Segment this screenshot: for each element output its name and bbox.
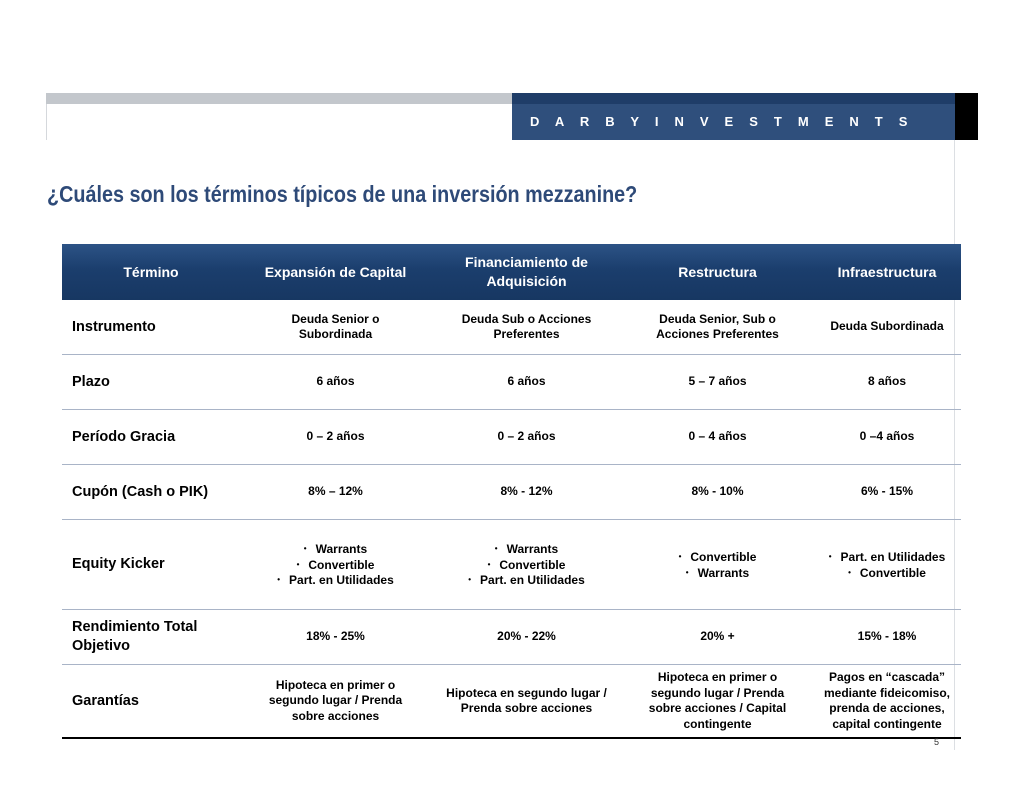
list-item: • Convertible	[487, 557, 566, 572]
bullet-icon: •	[277, 575, 281, 585]
list-item: • Warrants	[685, 565, 750, 580]
table-cell: 6 años	[507, 374, 546, 389]
table-cell: 0 – 4 años	[688, 429, 747, 444]
table-cell: 0 – 2 años	[497, 429, 556, 444]
table-cell: 6 años	[316, 374, 355, 389]
table-cell: Hipoteca en primer o segundo lugar / Prenda sobre acciones	[268, 677, 403, 723]
table-cell: 15% - 18%	[857, 629, 917, 644]
table-cell: Deuda Subordinada	[830, 319, 944, 334]
bullet-icon: •	[848, 567, 851, 577]
table-cell: 8% - 10%	[691, 484, 744, 499]
column-header: Restructura	[678, 263, 757, 280]
header-band-gray	[46, 93, 512, 104]
row-label: Equity Kicker	[72, 556, 165, 572]
table-cell: Deuda Senior o Subordinada	[291, 311, 380, 341]
table-cell: Deuda Sub o Acciones Preferentes	[461, 311, 592, 341]
row-label: Rendimiento Total Objetivo	[72, 619, 198, 654]
list-item: • Convertible	[678, 550, 757, 564]
bullet-icon: •	[685, 567, 689, 577]
header-band-blue-top	[512, 93, 955, 104]
list-item: • Part. en Utilidades	[277, 573, 394, 588]
list-item: • Warrants	[494, 542, 559, 557]
equity-kicker-list	[431, 520, 622, 609]
row-label: Garantías	[72, 692, 139, 709]
bullet-icon: •	[303, 544, 307, 554]
page-number: 5	[934, 737, 940, 747]
table-row	[62, 300, 961, 355]
terms-table	[62, 244, 961, 739]
list-item: • Convertible	[848, 565, 926, 580]
bullet-icon: •	[296, 559, 300, 569]
equity-kicker-list	[240, 520, 431, 609]
table-cell: 18% - 25%	[306, 629, 365, 644]
table-header	[62, 244, 961, 300]
table-cell: 6% - 15%	[860, 484, 914, 499]
column-header: Expansión de Capital	[264, 263, 407, 280]
header-band-edge	[46, 104, 47, 140]
bullet-icon: •	[828, 552, 832, 561]
row-label: Plazo	[72, 373, 110, 390]
column-header: Infraestructura	[837, 263, 937, 280]
table-cell: 8% - 12%	[500, 484, 553, 499]
slide-title: ¿Cuáles son los términos típicos de una inversión mezzanine?	[47, 181, 638, 207]
table-cell: 8 años	[867, 374, 906, 389]
column-header: Financiamiento de Adquisición	[465, 254, 588, 289]
bullet-icon: •	[487, 559, 491, 569]
equity-kicker-list	[622, 520, 813, 609]
header-band-black	[955, 93, 978, 140]
list-item: • Warrants	[303, 542, 368, 557]
table-row	[62, 610, 961, 665]
table-cell: 8% – 12%	[308, 484, 363, 499]
table-cell: Deuda Senior, Sub o Acciones Preferentes	[656, 311, 779, 341]
list-item: • Part. en Utilidades	[828, 550, 946, 564]
table-row	[62, 465, 961, 520]
column-header: Término	[123, 263, 179, 280]
bullet-icon: •	[468, 575, 472, 585]
table-row	[62, 665, 961, 739]
table-cell: Hipoteca en segundo lugar / Prenda sobre acciones	[446, 685, 607, 715]
table-row	[62, 520, 961, 610]
row-label: Instrumento	[72, 318, 156, 335]
table-cell: Hipoteca en primer o segundo lugar / Prenda sobre acciones / Capital contingente	[648, 670, 787, 731]
bullet-icon: •	[678, 552, 682, 561]
table-cell: 0 –4 años	[859, 429, 915, 444]
bullet-icon: •	[494, 544, 498, 554]
row-label: Cupón (Cash o PIK)	[72, 483, 209, 500]
brand-name: D A R B Y I N V E S T M E N T S	[530, 114, 914, 129]
table-cell: Pagos en “cascada” mediante fideicomiso, prenda de acciones, capital contingente	[823, 670, 951, 731]
table-cell: 5 – 7 años	[688, 374, 747, 389]
equity-kicker-list	[813, 520, 961, 609]
table-cell: 20% +	[700, 629, 735, 644]
table-cell: 0 – 2 años	[306, 429, 365, 444]
table-row	[62, 355, 961, 410]
table-row	[62, 410, 961, 465]
list-item: • Convertible	[296, 557, 375, 572]
table-cell: 20% - 22%	[497, 629, 556, 644]
row-label: Período Gracia	[72, 428, 176, 445]
list-item: • Part. en Utilidades	[468, 573, 585, 588]
